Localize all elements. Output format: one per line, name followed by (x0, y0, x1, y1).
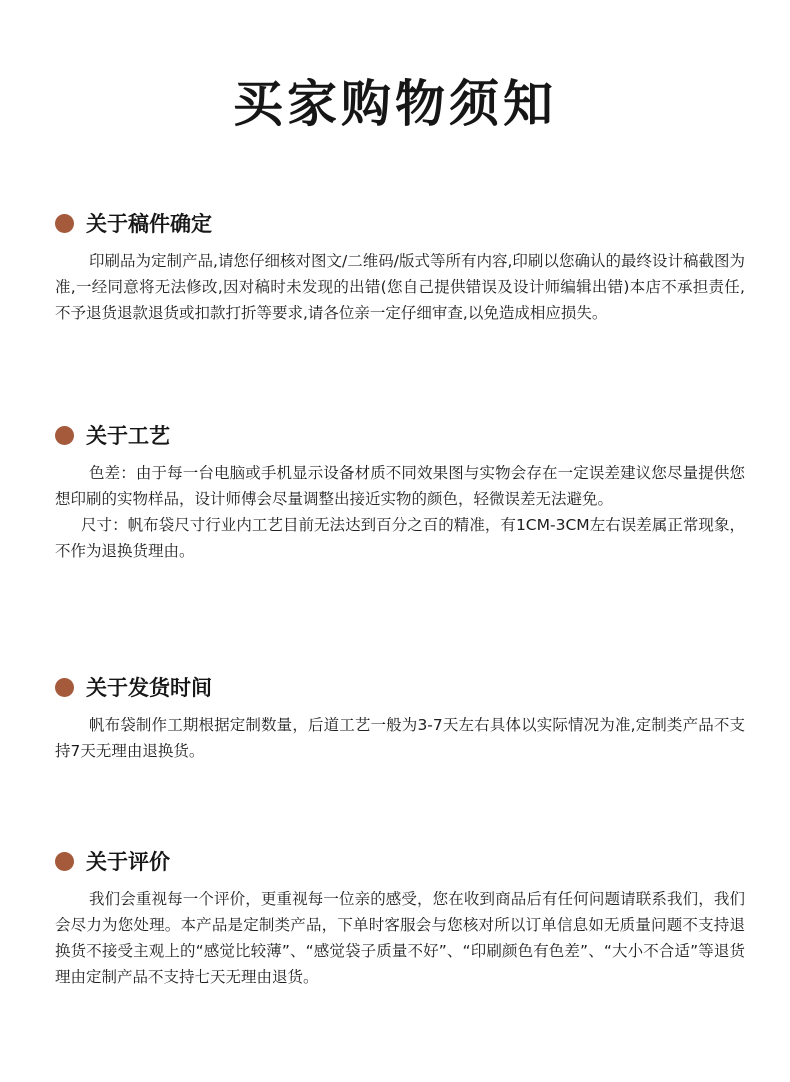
section-header (55, 208, 745, 238)
bullet-dot-icon (55, 852, 74, 871)
section-craft (55, 420, 745, 564)
section-paragraph: 尺寸：帆布袋尺寸行业内工艺目前无法达到百分之百的精准，有1CM-3CM左右误差属正常现象，不作为退换货理由。 (55, 516, 745, 560)
section-title: 关于评价 (86, 850, 170, 874)
bullet-dot-icon (55, 426, 74, 445)
section-header (55, 420, 745, 450)
section-paragraph: 印刷品为定制产品,请您仔细核对图文/二维码/版式等所有内容,印刷以您确认的最终设计稿截图为准,一经同意将无法修改,因对稿时未发现的出错(您自己提供错误及设计师编辑出错)本店不承担责任,不予退货退款退货或扣款打折等要求,请各位亲一定仔细审查,以免造成相应损失。 (55, 252, 745, 322)
section-title: 关于稿件确定 (86, 212, 212, 236)
section-title: 关于发货时间 (86, 676, 212, 700)
section-header (55, 846, 745, 876)
page-title: 买家购物须知 (233, 75, 557, 133)
section-header (55, 672, 745, 702)
section-shipping-time (55, 672, 745, 764)
section-title: 关于工艺 (86, 424, 170, 448)
section-paragraph: 帆布袋制作工期根据定制数量，后道工艺一般为3-7天左右具体以实际情况为准,定制类产品不支持7天无理由退换货。 (55, 716, 745, 760)
section-draft-confirmation (55, 208, 745, 326)
section-paragraph: 我们会重视每一个评价，更重视每一位亲的感受，您在收到商品后有任何问题请联系我们，我们会尽力为您处理。本产品是定制类产品，下单时客服会与您核对所以订单信息如无质量问题不支持退换货不接受主观上的“感觉比较薄”、“感觉袋子质量不好”、“印刷颜色有色差”、“大小不合适”等退货理由定制产品不支持七天无理由退货。 (55, 890, 745, 986)
bullet-dot-icon (55, 214, 74, 233)
bullet-dot-icon (55, 678, 74, 697)
section-paragraph: 色差：由于每一台电脑或手机显示设备材质不同效果图与实物会存在一定误差建议您尽量提供您想印刷的实物样品，设计师傅会尽量调整出接近实物的颜色，轻微误差无法避免。 (55, 464, 745, 508)
section-reviews (55, 846, 745, 990)
